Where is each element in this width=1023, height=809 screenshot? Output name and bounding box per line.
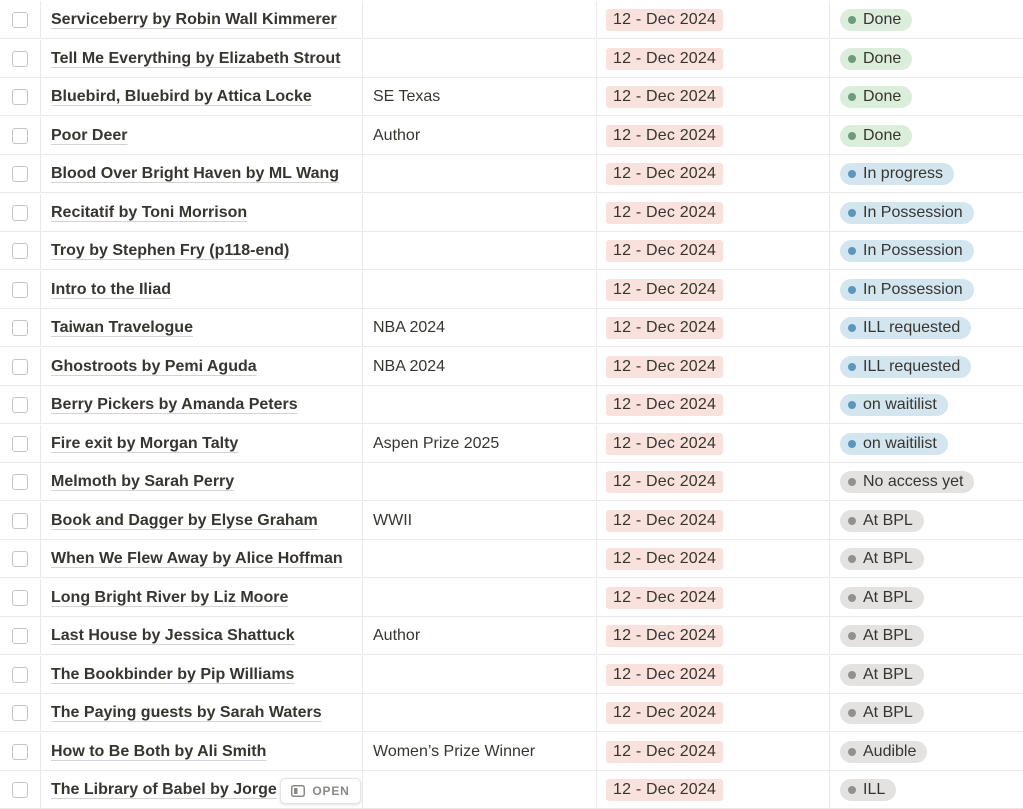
status-cell[interactable] [830,1,1023,39]
book-title[interactable]: Ghostroots by Pemi Aguda [51,357,257,375]
status-label: on waitilist [863,434,937,452]
note-cell[interactable] [363,348,597,386]
note-text: Author [373,126,421,144]
row-checkbox[interactable] [12,744,28,760]
checkbox-cell [0,194,41,232]
note-cell[interactable] [363,771,597,809]
status-badge [840,356,971,378]
book-title[interactable]: Intro to the Iliad [51,280,171,298]
checkbox-cell [0,40,41,78]
table-row[interactable] [0,463,1023,501]
checkbox-cell [0,656,41,694]
date-cell[interactable] [597,309,830,347]
date-cell[interactable] [597,694,830,732]
row-checkbox[interactable] [12,667,28,683]
date-cell[interactable] [597,117,830,155]
status-badge [840,125,912,147]
status-label: ILL [863,781,886,798]
date-chip: 12 - Dec 2024 [606,125,723,147]
status-badge [840,163,954,185]
checkbox-cell [0,425,41,463]
row-checkbox[interactable] [12,205,28,221]
status-badge [840,702,924,724]
status-dot-icon [848,286,856,294]
row-checkbox[interactable] [12,513,28,529]
status-dot-icon [848,132,856,140]
status-cell[interactable] [830,771,1023,809]
table-row[interactable] [0,155,1023,193]
book-title[interactable]: The Paying guests by Sarah Waters [51,704,322,721]
table-row[interactable] [0,540,1023,578]
status-label: Done [863,126,902,144]
status-badge [840,279,974,301]
table-row[interactable] [0,579,1023,617]
title-cell[interactable] [41,194,363,232]
status-cell[interactable] [830,579,1023,617]
note-cell[interactable] [363,1,597,39]
date-cell[interactable] [597,1,830,39]
title-cell[interactable] [41,502,363,540]
status-label: on waitilist [863,396,937,413]
title-cell[interactable] [41,348,363,386]
date-cell[interactable] [597,155,830,193]
status-badge [840,664,924,686]
note-cell[interactable] [363,425,597,463]
row-checkbox[interactable] [12,474,28,490]
title-cell[interactable] [41,617,363,655]
title-cell[interactable] [41,155,363,193]
status-dot-icon [848,209,856,217]
date-chip: 12 - Dec 2024 [606,625,723,647]
note-cell[interactable] [363,579,597,617]
status-badge [840,394,948,416]
status-cell[interactable] [830,155,1023,193]
checkbox-cell [0,386,41,424]
row-checkbox[interactable] [12,89,28,105]
date-chip: 12 - Dec 2024 [606,317,723,339]
date-chip: 12 - Dec 2024 [606,279,723,301]
title-cell[interactable] [41,694,363,732]
note-cell[interactable] [363,78,597,116]
note-cell[interactable] [363,617,597,655]
date-cell[interactable] [597,425,830,463]
note-text: Author [373,627,421,644]
status-cell[interactable] [830,386,1023,424]
date-chip: 12 - Dec 2024 [606,548,723,570]
note-cell[interactable] [363,694,597,732]
book-title[interactable]: Poor Deer [51,126,128,144]
table-row[interactable] [0,117,1023,155]
status-label: At BPL [863,627,913,644]
status-dot-icon [848,324,856,332]
checkbox-cell [0,348,41,386]
note-cell[interactable] [363,194,597,232]
note-cell[interactable] [363,117,597,155]
note-cell[interactable] [363,232,597,270]
open-button[interactable] [280,778,361,804]
date-chip: 12 - Dec 2024 [606,86,723,108]
title-cell[interactable] [41,733,363,771]
status-dot-icon [848,170,856,178]
table-row[interactable] [0,617,1023,655]
status-cell[interactable] [830,617,1023,655]
row-checkbox[interactable] [12,705,28,721]
checkbox-cell [0,78,41,116]
note-text: Aspen Prize 2025 [373,434,500,452]
table-row[interactable] [0,386,1023,424]
row-checkbox[interactable] [12,628,28,644]
date-chip: 12 - Dec 2024 [606,471,723,493]
status-dot-icon [848,478,856,486]
status-cell[interactable] [830,232,1023,270]
status-label: At BPL [863,588,913,606]
title-cell[interactable] [41,579,363,617]
note-cell[interactable] [363,309,597,347]
book-title[interactable]: The Bookbinder by Pip Williams [51,665,295,683]
checkbox-cell [0,309,41,347]
book-title[interactable]: When We Flew Away by Alice Hoffman [51,550,343,567]
note-text: WWII [373,511,413,529]
date-chip: 12 - Dec 2024 [606,664,723,686]
book-title[interactable]: Berry Pickers by Amanda Peters [51,396,298,413]
table-row[interactable] [0,40,1023,78]
title-cell[interactable] [41,40,363,78]
date-chip: 12 - Dec 2024 [606,240,723,262]
open-button-label: OPEN [312,784,350,798]
book-title[interactable]: Book and Dagger by Elyse Graham [51,511,318,529]
date-cell[interactable] [597,579,830,617]
date-cell[interactable] [597,733,830,771]
title-cell[interactable] [41,656,363,694]
row-checkbox[interactable] [12,359,28,375]
book-title[interactable]: Tell Me Everything by Elizabeth Strout [51,49,341,67]
date-chip: 12 - Dec 2024 [606,433,723,455]
date-cell[interactable] [597,78,830,116]
status-cell[interactable] [830,502,1023,540]
status-badge [840,548,924,570]
checkbox-cell [0,1,41,39]
title-cell[interactable] [41,463,363,501]
note-cell[interactable] [363,155,597,193]
status-cell[interactable] [830,425,1023,463]
book-title[interactable]: Blood Over Bright Haven by ML Wang [51,165,340,182]
note-text: Women’s Prize Winner [373,742,536,760]
date-cell[interactable] [597,656,830,694]
note-cell[interactable] [363,271,597,309]
checkbox-cell [0,463,41,501]
book-title[interactable]: Recitatif by Toni Morrison [51,203,248,221]
date-chip: 12 - Dec 2024 [606,741,723,763]
status-dot-icon [848,748,856,756]
checkbox-cell [0,771,41,809]
status-dot-icon [848,671,856,679]
title-cell[interactable] [41,271,363,309]
date-chip: 12 - Dec 2024 [606,202,723,224]
status-badge [840,471,974,493]
note-cell[interactable] [363,40,597,78]
date-cell[interactable] [597,40,830,78]
status-dot-icon [848,555,856,563]
title-cell[interactable] [41,309,363,347]
status-dot-icon [848,16,856,24]
date-cell[interactable] [597,540,830,578]
book-title[interactable]: Long Bright River by Liz Moore [51,588,289,606]
status-dot-icon [848,594,856,602]
status-badge [840,317,971,339]
title-cell[interactable] [41,78,363,116]
status-cell[interactable] [830,117,1023,155]
status-label: Done [863,49,902,67]
checkbox-cell [0,540,41,578]
status-badge [840,741,927,763]
table-row[interactable] [0,694,1023,732]
table-row[interactable] [0,502,1023,540]
status-badge [840,202,974,224]
note-cell[interactable] [363,540,597,578]
status-cell[interactable] [830,40,1023,78]
side-peek-icon [291,785,305,797]
date-cell[interactable] [597,232,830,270]
date-chip: 12 - Dec 2024 [606,356,723,378]
table-row[interactable] [0,232,1023,270]
status-label: At BPL [863,511,913,529]
checkbox-cell [0,271,41,309]
status-cell[interactable] [830,694,1023,732]
row-checkbox[interactable] [12,243,28,259]
date-cell[interactable] [597,194,830,232]
date-chip: 12 - Dec 2024 [606,9,723,31]
row-checkbox[interactable] [12,782,28,798]
date-chip: 12 - Dec 2024 [606,394,723,416]
row-checkbox[interactable] [12,590,28,606]
title-cell[interactable] [41,1,363,39]
book-title[interactable]: Serviceberry by Robin Wall Kimmerer [51,11,337,28]
book-title[interactable]: Taiwan Travelogue [51,319,193,336]
status-cell[interactable] [830,463,1023,501]
date-cell[interactable] [597,617,830,655]
status-cell[interactable] [830,540,1023,578]
status-label: ILL requested [863,319,961,336]
status-dot-icon [848,401,856,409]
status-label: No access yet [863,473,964,490]
note-cell[interactable] [363,733,597,771]
table-row[interactable] [0,733,1023,771]
date-cell[interactable] [597,771,830,809]
status-label: In Possession [863,242,963,259]
date-chip: 12 - Dec 2024 [606,48,723,70]
date-chip: 12 - Dec 2024 [606,510,723,532]
title-cell[interactable] [41,425,363,463]
table-row[interactable] [0,348,1023,386]
status-cell[interactable] [830,78,1023,116]
table-row[interactable] [0,78,1023,116]
title-cell[interactable] [41,117,363,155]
status-label: ILL requested [863,357,961,375]
status-label: At BPL [863,665,913,683]
row-checkbox[interactable] [12,12,28,28]
status-badge [840,779,896,801]
status-cell[interactable] [830,309,1023,347]
note-cell[interactable] [363,502,597,540]
note-cell[interactable] [363,386,597,424]
note-cell[interactable] [363,463,597,501]
status-badge [840,587,924,609]
table-row[interactable] [0,771,1023,809]
status-cell[interactable] [830,271,1023,309]
row-checkbox[interactable] [12,320,28,336]
status-badge [840,86,912,108]
row-checkbox[interactable] [12,282,28,298]
status-cell[interactable] [830,656,1023,694]
checkbox-cell [0,155,41,193]
book-title[interactable]: Melmoth by Sarah Perry [51,473,235,490]
status-badge [840,625,924,647]
checkbox-cell [0,232,41,270]
book-title[interactable]: The Library of Babel by Jorge [51,781,277,798]
status-badge [840,240,974,262]
table-row[interactable] [0,425,1023,463]
status-label: In Possession [863,203,963,221]
table-row[interactable] [0,1,1023,39]
status-badge [840,433,948,455]
status-dot-icon [848,786,856,794]
checkbox-cell [0,579,41,617]
status-cell[interactable] [830,733,1023,771]
checkbox-cell [0,502,41,540]
status-dot-icon [848,517,856,525]
date-chip: 12 - Dec 2024 [606,702,723,724]
title-cell[interactable] [41,540,363,578]
status-label: In progress [863,165,944,182]
status-dot-icon [848,247,856,255]
book-title[interactable]: Bluebird, Bluebird by Attica Locke [51,88,312,105]
row-checkbox[interactable] [12,51,28,67]
checkbox-cell [0,117,41,155]
row-checkbox[interactable] [12,397,28,413]
book-title[interactable]: How to Be Both by Ali Smith [51,742,267,760]
date-chip: 12 - Dec 2024 [606,779,723,801]
checkbox-cell [0,733,41,771]
book-title[interactable]: Troy by Stephen Fry (p118-end) [51,242,290,259]
table-row[interactable] [0,271,1023,309]
note-cell[interactable] [363,656,597,694]
checkbox-cell [0,617,41,655]
status-dot-icon [848,632,856,640]
row-checkbox[interactable] [12,166,28,182]
status-badge [840,48,912,70]
note-text: NBA 2024 [373,319,446,336]
status-badge [840,510,924,532]
status-dot-icon [848,55,856,63]
note-text: SE Texas [373,88,441,105]
date-chip: 12 - Dec 2024 [606,163,723,185]
table-row[interactable] [0,309,1023,347]
row-checkbox[interactable] [12,436,28,452]
checkbox-cell [0,694,41,732]
status-dot-icon [848,709,856,717]
row-checkbox[interactable] [12,128,28,144]
date-cell[interactable] [597,271,830,309]
book-title[interactable]: Last House by Jessica Shattuck [51,627,295,644]
date-cell[interactable] [597,463,830,501]
status-label: Done [863,11,902,28]
date-chip: 12 - Dec 2024 [606,587,723,609]
table-row[interactable] [0,656,1023,694]
title-cell[interactable] [41,232,363,270]
status-label: Audible [863,742,917,760]
status-cell[interactable] [830,194,1023,232]
status-dot-icon [848,440,856,448]
row-checkbox[interactable] [12,551,28,567]
status-label: In Possession [863,280,963,298]
book-title[interactable]: Fire exit by Morgan Talty [51,434,239,452]
note-text: NBA 2024 [373,357,446,375]
status-cell[interactable] [830,348,1023,386]
title-cell[interactable] [41,386,363,424]
status-label: At BPL [863,550,913,567]
status-dot-icon [848,363,856,371]
status-label: At BPL [863,704,913,721]
status-label: Done [863,88,902,105]
table-row[interactable] [0,194,1023,232]
status-badge [840,9,912,31]
date-cell[interactable] [597,348,830,386]
status-dot-icon [848,93,856,101]
date-cell[interactable] [597,502,830,540]
date-cell[interactable] [597,386,830,424]
